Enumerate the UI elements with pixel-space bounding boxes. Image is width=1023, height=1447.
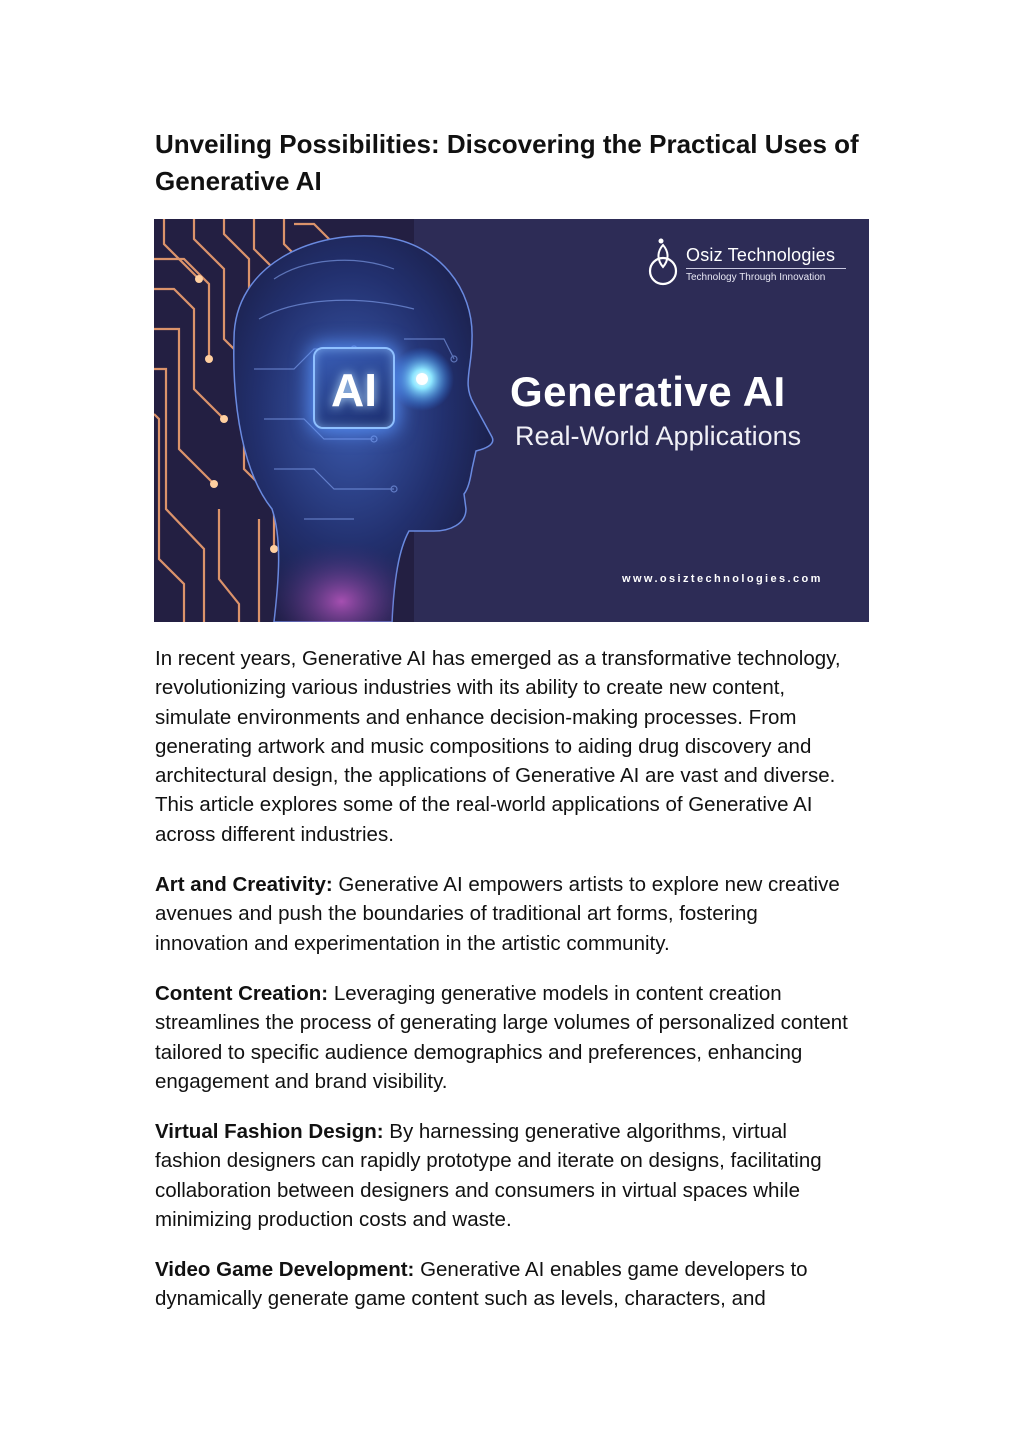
banner-subheadline: Real-World Applications	[515, 421, 802, 451]
banner-website: www.osiztechnologies.com	[622, 573, 823, 585]
section-text: Leveraging generative models in content creation streamlines the process of generating large volumes of personalized content tailored to specific audience demographics and preferences, enhancing engagement and brand visibility.	[155, 982, 848, 1093]
section-content-creation	[155, 979, 855, 1096]
section-text: Generative AI empowers artists to explore new creative avenues and push the boundaries of traditional art forms, fostering innovation and experimentation in the artistic community.	[155, 873, 840, 955]
brand-divider	[686, 268, 846, 269]
section-heading: Video Game Development:	[155, 1258, 415, 1281]
company-name: Osiz Technologies	[686, 245, 836, 265]
section-text: Generative AI enables game developers to dynamically generate game content such as levels, characters, and	[155, 1258, 808, 1311]
section-text: By harnessing generative algorithms, virtual fashion designers can rapidly prototype and iterate on designs, facilitating collaboration between designers and consumers in virtual spaces while minimizing production costs and waste.	[155, 1120, 822, 1231]
page-title: Unveiling Possibilities: Discovering the Practical Uses of Generative AI	[155, 129, 859, 196]
section-virtual-fashion-design	[155, 1117, 855, 1234]
section-heading: Content Creation:	[155, 982, 329, 1005]
section-video-game-development	[155, 1255, 855, 1314]
company-tagline: Technology Through Innovation	[686, 272, 826, 283]
osiz-logo-icon	[646, 237, 682, 289]
banner-headline: Generative AI	[510, 368, 786, 415]
company-branding	[646, 233, 856, 289]
section-art-creativity	[155, 870, 855, 958]
intro-paragraph: In recent years, Generative AI has emerged as a transformative technology, revolutionizing various industries with its ability to create new content, simulate environments and enhance decision-making processes. From generating artwork and music compositions to aiding drug discovery and architectural design, the applications of Generative AI are vast and diverse. This article explores some of the real-world applications of Generative AI across different industries.	[155, 647, 841, 846]
ai-badge: AI	[313, 347, 395, 429]
section-heading: Virtual Fashion Design:	[155, 1120, 384, 1143]
section-heading: Art and Creativity:	[155, 873, 333, 896]
